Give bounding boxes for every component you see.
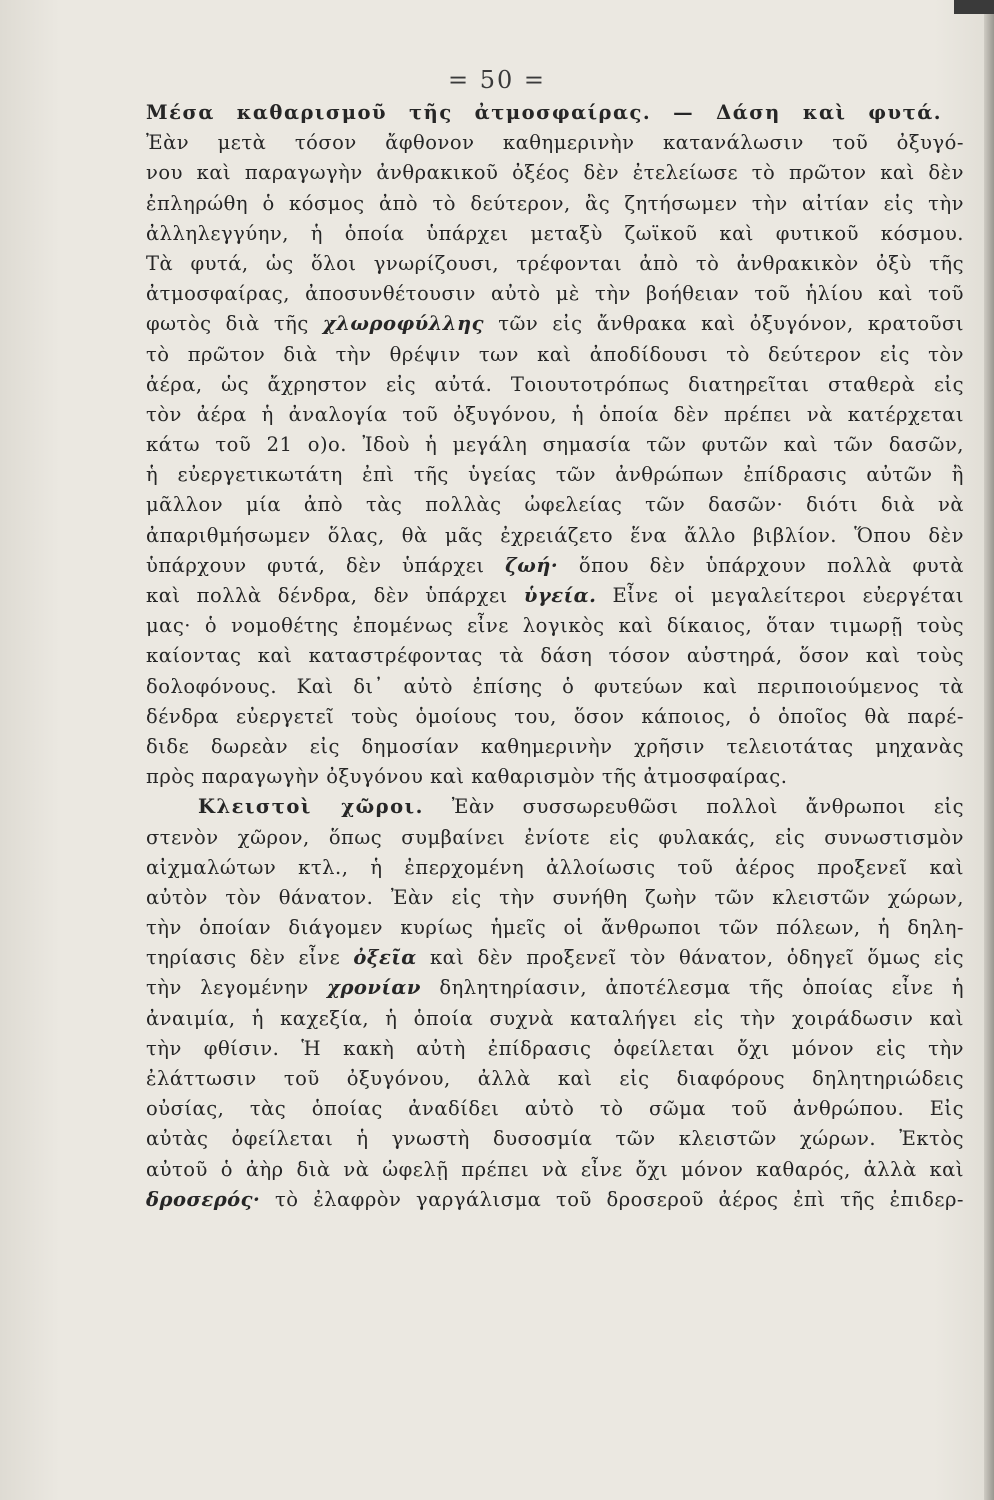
page-number: = 50 = — [447, 66, 546, 94]
text-segment: τῶν εἰς ἄνθρακα καὶ ὀξυγόνον, κρατοῦσι — [498, 312, 964, 336]
text-line: ἡ εὐεργετικωτάτη ἐπὶ τῆς ὑγείας τῶν ἀνθρώπων ἐπίδρασις αὐτῶν ἢ — [146, 463, 964, 487]
text-segment: ὑπάρχουν φυτά, δὲν ὑπάρχει — [146, 553, 485, 577]
text-line: δένδρα εὐεργετεῖ τοὺς ὁμοίους του, ὅσον κάποιος, ὁ ὁποῖος θὰ παρέ- — [146, 704, 964, 728]
section-heading-closed-spaces: Κλειστοὶ χῶροι. — [198, 795, 424, 819]
text-line — [146, 581, 964, 611]
page-edge-shadow — [984, 0, 994, 1500]
text-line: μας· ὁ νομοθέτης ἐπομένως εἶνε λογικὸς καὶ δίκαιος, ὅταν τιμωρῇ τοὺς — [146, 614, 964, 638]
text-line: πρὸς παραγωγὴν ὀξυγόνου καὶ καθαρισμὸν τῆς ἀτμοσφαίρας. — [146, 765, 788, 789]
text-segment: φωτὸς διὰ τῆς — [146, 312, 309, 336]
emphasis-life: ζωή· — [505, 553, 559, 577]
text-line: τὸν ἀέρα ἡ ἀναλογία τοῦ ὀξυγόνου, ἡ ὁποία δὲν πρέπει νὰ κατέρχεται — [146, 402, 964, 426]
text-line — [146, 1185, 964, 1215]
text-line — [146, 551, 964, 581]
text-line: αὐτοῦ ὁ ἀὴρ διὰ νὰ ὠφελῇ πρέπει νὰ εἶνε ὄχι μόνον καθαρός, ἀλλὰ καὶ — [146, 1157, 964, 1181]
text-line: καίοντας καὶ καταστρέφοντας τὰ δάση τόσον αὐστηρά, ὅσον καὶ τοὺς — [146, 644, 964, 668]
text-line: στενὸν χῶρον, ὅπως συμβαίνει ἐνίοτε εἰς φυλακάς, εἰς συνωστισμὸν — [146, 825, 964, 849]
text-segment: καὶ δὲν προξενεῖ τὸν θάνατον, ὁδηγεῖ ὅμως εἰς — [429, 946, 964, 970]
section-heading-forests: Μέσα καθαρισμοῦ τῆς ἀτμοσφαίρας. — Δάση καὶ φυτά. — [146, 101, 942, 124]
text-line — [146, 943, 964, 973]
text-line: αἰχμαλώτων κτλ., ἡ ἐπερχομένη ἀλλοίωσις τοῦ ἀέρος προξενεῖ καὶ — [146, 855, 964, 879]
text-line: τὸ πρῶτον διὰ τὴν θρέψιν των καὶ ἀποδίδουσι τὸ δεύτερον εἰς τὸν — [146, 342, 964, 366]
emphasis-chronic: χρονίαν — [327, 976, 421, 1000]
text-line — [146, 98, 964, 128]
text-segment: ὅπου δὲν ὑπάρχουν πολλὰ φυτὰ — [578, 553, 965, 577]
body-text — [146, 98, 964, 1215]
text-line — [146, 792, 964, 822]
text-line: ἀλληλεγγύην, ἡ ὁποία ὑπάρχει μεταξὺ ζωϊκοῦ καὶ φυτικοῦ κόσμου. — [146, 221, 964, 245]
text-line: ἀέρα, ὡς ἄχρηστον εἰς αὐτά. Τοιουτοτρόπως διατηρεῖται σταθερὰ εἰς — [146, 372, 964, 396]
text-line: κάτω τοῦ 21 ο)ο. Ἰδοὺ ἡ μεγάλη σημασία τῶν φυτῶν καὶ τῶν δασῶν, — [146, 433, 964, 457]
text-line: ἐπληρώθη ὁ κόσμος ἀπὸ τὸ δεύτερον, ἂς ζητήσωμεν τὴν αἰτίαν εἰς τὴν — [146, 191, 964, 215]
text-line — [146, 309, 964, 339]
text-line: τὴν ὁποίαν διάγομεν κυρίως ἡμεῖς οἱ ἄνθρωποι τῶν πόλεων, ἡ δηλη- — [146, 916, 964, 940]
text-segment: τηρίασις δὲν εἶνε — [146, 946, 341, 970]
text-line: ἀναιμία, ἡ καχεξία, ἡ ὁποία συχνὰ καταλήγει εἰς τὴν χοιράδωσιν καὶ — [146, 1006, 964, 1030]
emphasis-acute: ὀξεῖα — [353, 946, 417, 970]
text-line: ἀπαριθμήσωμεν ὅλας, θὰ μᾶς ἐχρειάζετο ἕνα ἄλλο βιβλίον. Ὅπου δὲν — [146, 523, 964, 547]
text-line: οὐσίας, τὰς ὁποίας ἀναδίδει αὐτὸ τὸ σῶμα τοῦ ἀνθρώπου. Εἰς — [146, 1097, 964, 1121]
text-line: Ἐὰν μετὰ τόσον ἄφθονον καθημερινὴν κατανάλωσιν τοῦ ὀξυγό- — [146, 131, 964, 155]
text-line: διδε δωρεὰν εἰς δημοσίαν καθημερινὴν χρῆσιν τελειοτάτας μηχανὰς — [146, 734, 964, 758]
text-segment: δηλητηρίασιν, ἀποτέλεσμα τῆς ὁποίας εἶνε ἡ — [439, 976, 964, 1000]
text-line: αὐτὰς ὀφείλεται ἡ γνωστὴ δυσοσμία τῶν κλειστῶν χώρων. Ἐκτὸς — [146, 1127, 964, 1151]
text-line: Τὰ φυτά, ὡς ὅλοι γνωρίζουσι, τρέφονται ἀπὸ τὸ ἀνθρακικὸν ὀξὺ τῆς — [146, 251, 964, 275]
scan-corner-mark — [954, 0, 994, 14]
emphasis-chlorophyll: χλωροφύλλης — [322, 312, 485, 336]
emphasis-cool: δροσερός· — [146, 1187, 261, 1211]
emphasis-health: ὑγεία. — [523, 584, 597, 607]
text-line — [146, 973, 964, 1003]
text-line: ἀτμοσφαίρας, ἀποσυνθέτουσιν αὐτὸ μὲ τὴν βοήθειαν τοῦ ἡλίου καὶ τοῦ — [146, 282, 964, 306]
text-line: αὐτὸν τὸν θάνατον. Ἐὰν εἰς τὴν συνήθη ζωὴν τῶν κλειστῶν χώρων, — [146, 885, 964, 909]
text-segment: τὴν λεγομένην — [146, 976, 309, 1000]
text-line: νου καὶ παραγωγὴν ἀνθρακικοῦ ὀξέος δὲν ἐτελείωσε τὸ πρῶτον καὶ δὲν — [146, 161, 964, 185]
text-line: μᾶλλον μία ἀπὸ τὰς πολλὰς ὠφελείας τῶν δασῶν· διότι διὰ νὰ — [146, 493, 964, 517]
text-segment: Εἶνε οἱ μεγαλείτεροι εὐεργέται — [612, 584, 965, 607]
text-line: δολοφόνους. Καὶ δι᾽ αὐτὸ ἐπίσης ὁ φυτεύων καὶ περιποιούμενος τὰ — [146, 674, 964, 698]
text-line: ἐλάττωσιν τοῦ ὀξυγόνου, ἀλλὰ καὶ εἰς διαφόρους δηλητηριώδεις — [146, 1067, 964, 1090]
text-line: τὴν φθίσιν. Ἡ κακὴ αὐτὴ ἐπίδρασις ὀφείλεται ὄχι μόνον εἰς τὴν — [146, 1036, 964, 1060]
text-segment: Ἐὰν συσσωρευθῶσι πολλοὶ ἄνθρωποι εἰς — [451, 795, 964, 819]
text-segment: τὸ ἐλαφρὸν γαργάλισμα τοῦ δροσεροῦ ἀέρος ἐπὶ τῆς ἐπιδερ- — [275, 1187, 965, 1211]
text-segment: καὶ πολλὰ δένδρα, δὲν ὑπάρχει — [146, 584, 508, 607]
